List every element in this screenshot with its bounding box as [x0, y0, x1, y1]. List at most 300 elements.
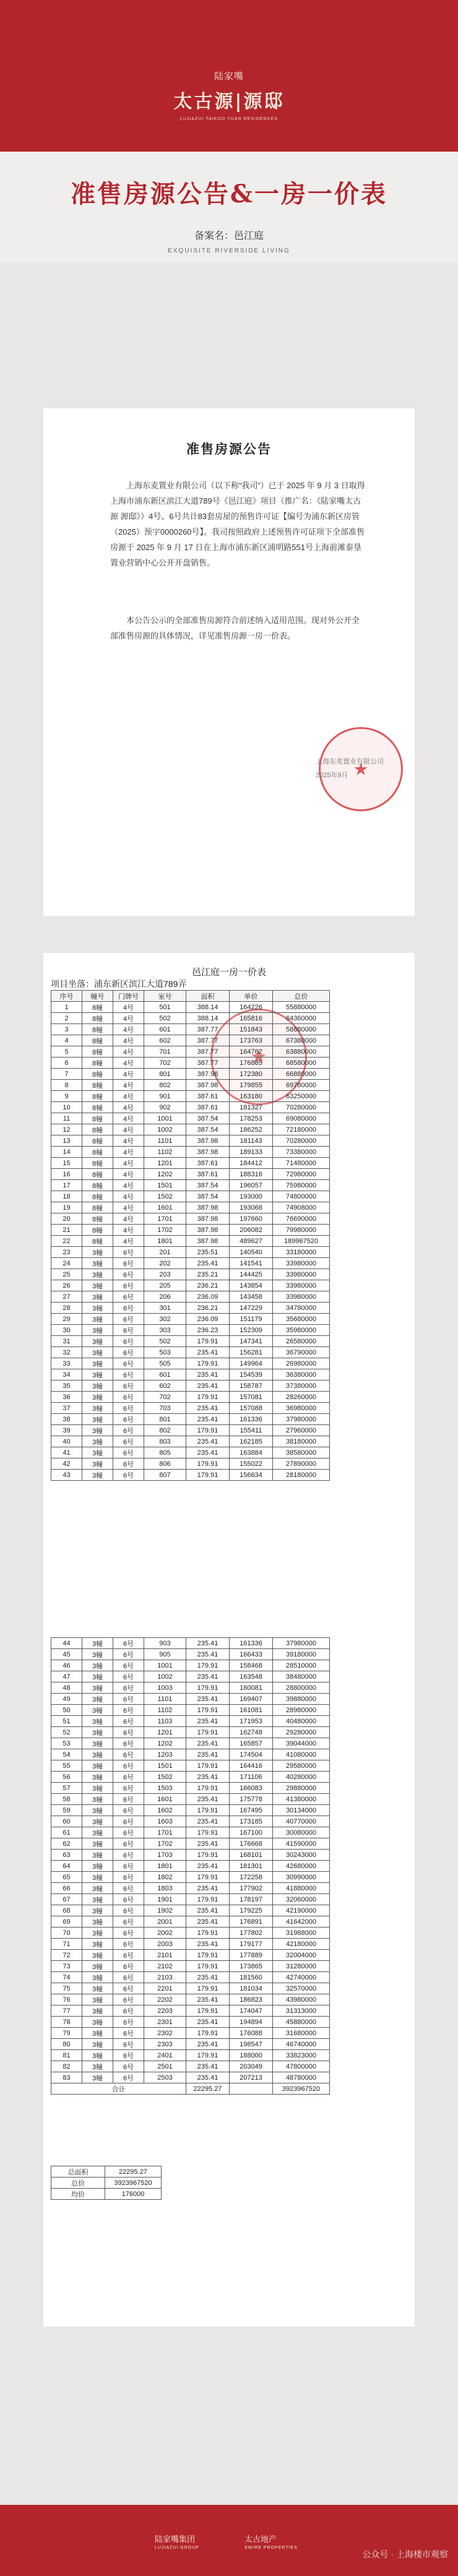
table-cell: 32570000: [273, 1983, 330, 1994]
table-cell: 6号: [113, 1638, 144, 1649]
table-cell: 1803: [144, 1883, 186, 1894]
table-cell: 65: [51, 1872, 82, 1883]
table-cell: 3幢: [82, 1850, 113, 1861]
table-cell: 17: [51, 1180, 82, 1191]
table-cell: 41880000: [273, 1883, 330, 1894]
table-row: [51, 1069, 330, 1080]
table-cell: 6号: [113, 1403, 144, 1414]
table-cell: 8幢: [82, 1113, 113, 1124]
table-cell: 235.41: [186, 1381, 230, 1392]
table-cell: 388.14: [186, 1013, 230, 1024]
table-cell: 179.91: [186, 1983, 230, 1994]
table-cell: 60: [51, 1816, 82, 1827]
table-cell: 41380000: [273, 1794, 330, 1805]
table-cell: 3幢: [82, 1727, 113, 1738]
table-cell: 502: [144, 1336, 186, 1347]
table-cell: 38: [51, 1414, 82, 1425]
table-cell: 4号: [113, 1091, 144, 1102]
table-cell: 174504: [230, 1749, 273, 1760]
table-cell: 1202: [144, 1169, 186, 1180]
table-cell: 3幢: [82, 1458, 113, 1470]
table-row: [51, 1894, 330, 1905]
table-cell: 21: [51, 1225, 82, 1236]
table-cell: 179.91: [186, 1805, 230, 1816]
table-row: [51, 2072, 330, 2083]
table-row: [51, 1638, 330, 1649]
table-row: [51, 2050, 330, 2061]
table-cell: 703: [144, 1403, 186, 1414]
table-cell: 26580000: [273, 1336, 330, 1347]
table-cell: 235.41: [186, 1403, 230, 1414]
table-cell: 901: [144, 1091, 186, 1102]
table-row: [51, 1649, 330, 1660]
table-cell: 1001: [144, 1660, 186, 1671]
table-cell: 35: [51, 1381, 82, 1392]
table-cell: 1001: [144, 1113, 186, 1124]
table-cell: 3幢: [82, 1994, 113, 2005]
table-cell: 4号: [113, 1147, 144, 1158]
table-cell: 157081: [230, 1392, 273, 1403]
table-cell: 25: [51, 1269, 82, 1280]
total-area: 22295.27: [186, 2083, 230, 2095]
column-header: 面积: [186, 991, 230, 1002]
table-cell: 387.54: [186, 1124, 230, 1135]
table-cell: 6号: [113, 1269, 144, 1280]
table-cell: 202: [144, 1258, 186, 1269]
summary-label: 总面积: [51, 2166, 105, 2178]
table-cell: 6号: [113, 1291, 144, 1303]
table-row: [51, 1794, 330, 1805]
table-cell: 198547: [230, 2039, 273, 2050]
table-cell: 2501: [144, 2061, 186, 2072]
table-cell: 3幢: [82, 1280, 113, 1291]
table-row: [51, 1916, 330, 1928]
table-cell: 6号: [113, 1392, 144, 1403]
table-cell: 186823: [230, 1994, 273, 2005]
table-cell: 1703: [144, 1850, 186, 1861]
table-cell: 181301: [230, 1861, 273, 1872]
table-cell: 6号: [113, 1850, 144, 1861]
table-cell: 387.98: [186, 1236, 230, 1247]
table-cell: 172258: [230, 1872, 273, 1883]
table-cell: 235.41: [186, 1694, 230, 1705]
table-cell: 6号: [113, 1939, 144, 1950]
signer: 上海东麦置业有限公司: [316, 758, 384, 765]
table-row: [51, 1414, 330, 1425]
table-cell: 70280000: [273, 1135, 330, 1147]
table-cell: 6号: [113, 1425, 144, 1436]
table-cell: 29: [51, 1314, 82, 1325]
table-cell: 15: [51, 1158, 82, 1169]
table-cell: 163884: [230, 1447, 273, 1458]
table-row: [51, 1783, 330, 1794]
table-cell: 179.91: [186, 1470, 230, 1481]
table-cell: 1601: [144, 1794, 186, 1805]
table-cell: 3幢: [82, 2017, 113, 2028]
table-cell: 387.54: [186, 1180, 230, 1191]
table-cell: 3幢: [82, 1794, 113, 1805]
table-cell: 8幢: [82, 1069, 113, 1080]
table-row: [51, 1883, 330, 1894]
table-cell: 169407: [230, 1694, 273, 1705]
table-cell: 28980000: [273, 1705, 330, 1716]
page-title: 准售房源公告&一房一价表: [70, 179, 388, 209]
table-row: [51, 1369, 330, 1381]
table-cell: 177902: [230, 1883, 273, 1894]
table-row: [51, 1247, 330, 1258]
table-cell: 4号: [113, 1135, 144, 1147]
table-cell: 235.41: [186, 1649, 230, 1660]
table-cell: 602: [144, 1035, 186, 1046]
table-cell: 501: [144, 1002, 186, 1013]
table-cell: 4号: [113, 1113, 144, 1124]
table-cell: 235.41: [186, 1772, 230, 1783]
table-cell: 235.51: [186, 1247, 230, 1258]
table-cell: 26: [51, 1280, 82, 1291]
table-cell: 235.41: [186, 1939, 230, 1950]
table-cell: 502: [144, 1013, 186, 1024]
table-cell: 601: [144, 1369, 186, 1381]
table-cell: 3幢: [82, 2072, 113, 2083]
table-cell: 179.91: [186, 2005, 230, 2017]
table-cell: 179.91: [186, 1760, 230, 1772]
table-cell: 3幢: [82, 1961, 113, 1972]
table-cell: 30134000: [273, 1805, 330, 1816]
table-cell: 40480000: [273, 1716, 330, 1727]
table-cell: 6号: [113, 1458, 144, 1470]
table-cell: 63250000: [273, 1091, 330, 1102]
table-cell: 149964: [230, 1358, 273, 1369]
table-row: [51, 1961, 330, 1972]
table-cell: 43: [51, 1470, 82, 1481]
price-table-part-1: [51, 990, 330, 1481]
table-cell: 32: [51, 1347, 82, 1358]
table-cell: 162185: [230, 1436, 273, 1447]
table-cell: 3幢: [82, 1258, 113, 1269]
table-cell: 33980000: [273, 1269, 330, 1280]
table-row: [51, 1447, 330, 1458]
table-cell: 1802: [144, 1872, 186, 1883]
table-cell: 179225: [230, 1905, 273, 1916]
table-cell: 40: [51, 1436, 82, 1447]
table-row: [51, 1102, 330, 1113]
table-cell: 62: [51, 1838, 82, 1850]
table-cell: 4号: [113, 1169, 144, 1180]
table-row: [51, 1861, 330, 1872]
table-cell: 3幢: [82, 1872, 113, 1883]
table-cell: 77: [51, 2005, 82, 2017]
table-cell: 24: [51, 1258, 82, 1269]
table-cell: 235.41: [186, 1749, 230, 1760]
table-cell: 31313000: [273, 2005, 330, 2017]
table-cell: 387.61: [186, 1158, 230, 1169]
table-cell: 173185: [230, 1816, 273, 1827]
table-cell: 179.91: [186, 1727, 230, 1738]
table-cell: 30: [51, 1325, 82, 1336]
table-cell: 54: [51, 1749, 82, 1760]
table-cell: 163548: [230, 1671, 273, 1682]
table-cell: 37980000: [273, 1638, 330, 1649]
table-cell: 6号: [113, 1760, 144, 1772]
table-cell: 36: [51, 1392, 82, 1403]
table-cell: 4号: [113, 1024, 144, 1035]
table-cell: 1501: [144, 1760, 186, 1772]
table-cell: 165816: [230, 1013, 273, 1024]
table-cell: 166433: [230, 1649, 273, 1660]
table-row: [51, 1436, 330, 1447]
table-cell: 179.91: [186, 1358, 230, 1369]
table-cell: 39044000: [273, 1738, 330, 1749]
column-header: 总价: [273, 991, 330, 1002]
table-cell: 1203: [144, 1749, 186, 1760]
table-cell: 6号: [113, 1805, 144, 1816]
table-cell: 8幢: [82, 1013, 113, 1024]
table-cell: 702: [144, 1058, 186, 1069]
table-row: [51, 1135, 330, 1147]
table-cell: 33980000: [273, 1291, 330, 1303]
table-cell: 155411: [230, 1425, 273, 1436]
table-cell: 154539: [230, 1369, 273, 1381]
table-cell: 8幢: [82, 1002, 113, 1013]
table-cell: 2401: [144, 2050, 186, 2061]
table-cell: 4号: [113, 1080, 144, 1091]
table-cell: 4: [51, 1035, 82, 1046]
table-cell: 387.98: [186, 1213, 230, 1225]
table-cell: 5: [51, 1046, 82, 1058]
table-cell: 79980000: [273, 1225, 330, 1236]
table-row: [51, 1816, 330, 1827]
table-cell: 46: [51, 1660, 82, 1671]
table-cell: 6号: [113, 1336, 144, 1347]
table-cell: 2201: [144, 1983, 186, 1994]
table-row: [51, 1258, 330, 1269]
table-cell: 83: [51, 2072, 82, 2083]
table-cell: 236.21: [186, 1280, 230, 1291]
table-row: [51, 1325, 330, 1336]
table-cell: 3幢: [82, 1638, 113, 1649]
table-cell: 39880000: [273, 1694, 330, 1705]
table-cell: 66: [51, 1883, 82, 1894]
table-cell: 6号: [113, 1660, 144, 1671]
table-row: [51, 1291, 330, 1303]
table-cell: 1701: [144, 1827, 186, 1838]
table-cell: 235.41: [186, 1738, 230, 1749]
table-cell: 235.41: [186, 2039, 230, 2050]
table-cell: 6号: [113, 1972, 144, 1983]
table-row: [51, 1850, 330, 1861]
table-row: [51, 1694, 330, 1705]
table-cell: 31: [51, 1336, 82, 1347]
table-cell: 6号: [113, 1258, 144, 1269]
table-cell: 8幢: [82, 1236, 113, 1247]
summary-table: [51, 2166, 162, 2200]
table-cell: 3幢: [82, 1303, 113, 1314]
table-cell: 179.91: [186, 1682, 230, 1694]
table-row: [51, 1314, 330, 1325]
table-cell: 3: [51, 1024, 82, 1035]
table-cell: 69080000: [273, 1113, 330, 1124]
table-cell: 58880000: [273, 1024, 330, 1035]
table-cell: 164226: [230, 1002, 273, 1013]
table-cell: 203049: [230, 2061, 273, 2072]
table-cell: 8幢: [82, 1158, 113, 1169]
table-cell: 3幢: [82, 1403, 113, 1414]
table-cell: 3幢: [82, 1894, 113, 1905]
brand-main: 太古源|源邸: [173, 91, 285, 113]
table-cell: 41642000: [273, 1916, 330, 1928]
table-row: [51, 2039, 330, 2050]
table-cell: 176088: [230, 2028, 273, 2039]
table-cell: 57: [51, 1783, 82, 1794]
table-cell: 505: [144, 1358, 186, 1369]
table-cell: 80: [51, 2039, 82, 2050]
table-cell: 47800000: [273, 2061, 330, 2072]
table-cell: 2503: [144, 2072, 186, 2083]
table-cell: 3幢: [82, 2061, 113, 2072]
lujiazui-logo: [155, 2533, 199, 2550]
table-cell: 165857: [230, 1738, 273, 1749]
table-row: [51, 1358, 330, 1369]
table-cell: 806: [144, 1458, 186, 1470]
table-row: [51, 1180, 330, 1191]
table-cell: 3幢: [82, 1247, 113, 1258]
table-cell: 1102: [144, 1147, 186, 1158]
table-cell: 6号: [113, 1905, 144, 1916]
summary-label: 总价: [51, 2178, 105, 2189]
table-cell: 181143: [230, 1135, 273, 1147]
table-cell: 23: [51, 1247, 82, 1258]
table-cell: 184412: [230, 1158, 273, 1169]
table-cell: 179.91: [186, 1894, 230, 1905]
table-cell: 1501: [144, 1180, 186, 1191]
table-cell: 70: [51, 1928, 82, 1939]
table-cell: 171106: [230, 1772, 273, 1783]
table-cell: 11: [51, 1113, 82, 1124]
table-cell: 6号: [113, 1861, 144, 1872]
table-cell: 42740000: [273, 1972, 330, 1983]
table-cell: 236.09: [186, 1291, 230, 1303]
table-cell: 179.91: [186, 1705, 230, 1716]
table-cell: 801: [144, 1414, 186, 1425]
table-cell: 163180: [230, 1091, 273, 1102]
table-cell: 301: [144, 1303, 186, 1314]
table-row: [51, 1928, 330, 1939]
table-cell: 63: [51, 1850, 82, 1861]
table-cell: 6号: [113, 1682, 144, 1694]
table-cell: 3幢: [82, 1760, 113, 1772]
table-row: [51, 1013, 330, 1024]
table-cell: 3幢: [82, 1905, 113, 1916]
column-header: 室号: [144, 991, 186, 1002]
table-cell: 189133: [230, 1147, 273, 1158]
table-row: [51, 1403, 330, 1414]
table-cell: 143458: [230, 1291, 273, 1303]
table-cell: 55880000: [273, 1002, 330, 1013]
table-cell: 181034: [230, 1983, 273, 1994]
table-cell: 49: [51, 1694, 82, 1705]
table-cell: 6号: [113, 1247, 144, 1258]
table-cell: 3幢: [82, 1838, 113, 1850]
table-row: [51, 1236, 330, 1247]
table-cell: 27: [51, 1291, 82, 1303]
table-cell: 38180000: [273, 1436, 330, 1447]
table-cell: 43980000: [273, 1994, 330, 2005]
table-cell: 67: [51, 1894, 82, 1905]
table-cell: 6号: [113, 2039, 144, 2050]
table-cell: 45: [51, 1649, 82, 1660]
table-cell: 801: [144, 1069, 186, 1080]
table-cell: 33980000: [273, 1280, 330, 1291]
footer: [0, 2505, 458, 2576]
table-cell: 387.54: [186, 1191, 230, 1202]
table-row: [51, 1225, 330, 1236]
table-cell: 176891: [230, 1916, 273, 1928]
table-cell: 55: [51, 1760, 82, 1772]
table-cell: 179855: [230, 1080, 273, 1091]
empty-cell: [230, 2083, 273, 2095]
table-cell: 8幢: [82, 1169, 113, 1180]
table-cell: 2001: [144, 1916, 186, 1928]
table-cell: 28510000: [273, 1660, 330, 1671]
table-row: [51, 1939, 330, 1950]
table-cell: 387.61: [186, 1102, 230, 1113]
table-cell: 6号: [113, 1950, 144, 1961]
brand-sub: LUJIAZUI TAIKOO YUAN RESIDENCES: [180, 117, 278, 121]
table-cell: 387.77: [186, 1058, 230, 1069]
table-cell: 162748: [230, 1727, 273, 1738]
table-cell: 27960000: [273, 1425, 330, 1436]
table-cell: 1202: [144, 1738, 186, 1749]
table-cell: 81: [51, 2050, 82, 2061]
table-cell: 387.98: [186, 1135, 230, 1147]
logo-left-sub: LUJIAZUI GROUP: [155, 2546, 199, 2550]
column-header: 单价: [230, 991, 273, 1002]
table-cell: 387.77: [186, 1035, 230, 1046]
summary-value: 176000: [105, 2189, 162, 2200]
table-cell: 387.77: [186, 1024, 230, 1035]
table-cell: 3幢: [82, 1716, 113, 1727]
table-cell: 4号: [113, 1013, 144, 1024]
table-cell: 235.41: [186, 1883, 230, 1894]
table-cell: 6号: [113, 1827, 144, 1838]
table-row: [51, 1738, 330, 1749]
table-cell: 6号: [113, 1961, 144, 1972]
table-cell: 6号: [113, 1928, 144, 1939]
table-cell: 1101: [144, 1694, 186, 1705]
table-cell: 64360000: [273, 1013, 330, 1024]
table-row: [51, 1872, 330, 1883]
column-header: 幢号: [82, 991, 113, 1002]
table-cell: 29580000: [273, 1760, 330, 1772]
table-cell: 10: [51, 1102, 82, 1113]
table-cell: 2202: [144, 1994, 186, 2005]
table-cell: 1601: [144, 1202, 186, 1213]
table-cell: 6号: [113, 1749, 144, 1760]
table-cell: 3幢: [82, 1861, 113, 1872]
announcement-signature: [316, 755, 408, 782]
table-cell: 68580000: [273, 1058, 330, 1069]
table-cell: 37: [51, 1403, 82, 1414]
table-cell: 205: [144, 1280, 186, 1291]
table-cell: 6号: [113, 1369, 144, 1381]
table-cell: 6号: [113, 1838, 144, 1850]
table-cell: 82: [51, 2061, 82, 2072]
table-cell: 166083: [230, 1783, 273, 1794]
table-row: [51, 1950, 330, 1961]
table-cell: 172380: [230, 1069, 273, 1080]
table-cell: 3幢: [82, 1649, 113, 1660]
table-cell: 6号: [113, 1694, 144, 1705]
